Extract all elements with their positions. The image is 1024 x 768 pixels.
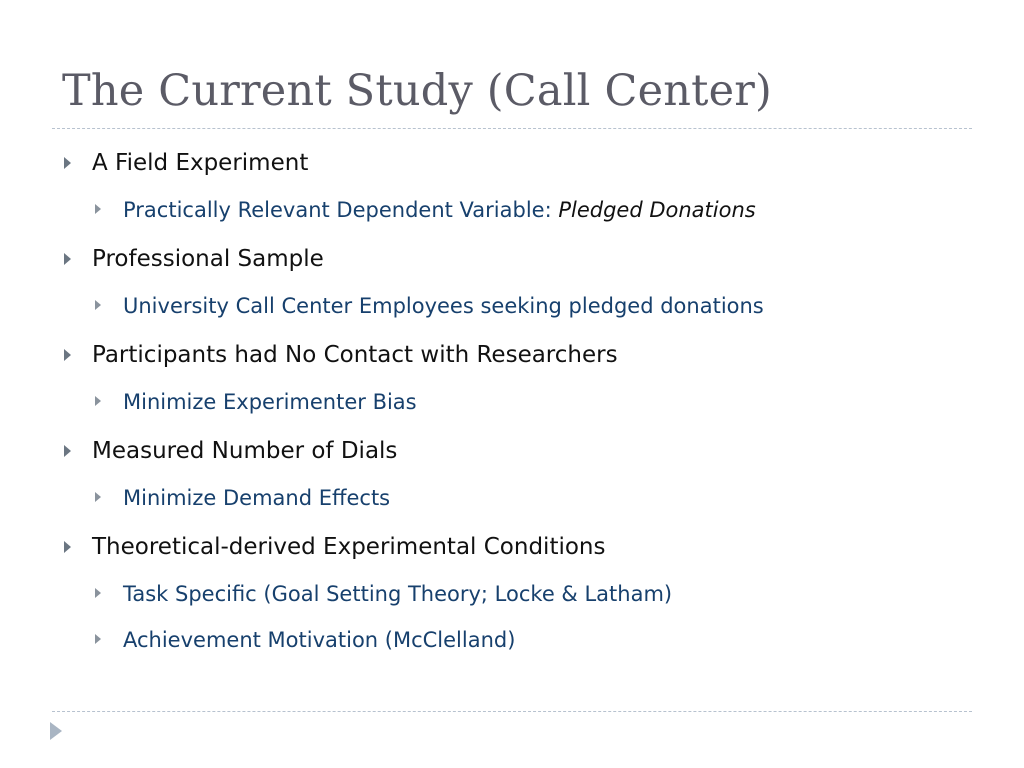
bullet-arrow-icon (64, 445, 71, 457)
sub-bullet-item (62, 580, 962, 626)
sub-bullet-arrow-icon (95, 492, 101, 502)
sub-bullet-item (62, 626, 962, 674)
bullet-item (62, 148, 962, 196)
sub-bullet-arrow-icon (95, 300, 101, 310)
bullet-text: A Field Experiment (92, 150, 309, 176)
sub-bullet-item (62, 484, 962, 532)
sub-bullet-arrow-icon (95, 396, 101, 406)
bullet-arrow-icon (64, 541, 71, 553)
bullet-item (62, 532, 962, 580)
play-arrow-icon[interactable] (50, 722, 62, 740)
sub-bullet-text: University Call Center Employees seeking pledged donations (123, 294, 764, 318)
bullet-item (62, 244, 962, 292)
sub-bullet-emphasis: Pledged Donations (558, 198, 756, 222)
bullet-text: Measured Number of Dials (92, 438, 398, 464)
sub-bullet-item (62, 196, 962, 244)
sub-bullet-arrow-icon (95, 204, 101, 214)
title-divider (52, 128, 972, 129)
bullet-list (62, 148, 962, 674)
sub-bullet-text: Task Specific (Goal Setting Theory; Locke & Latham) (123, 582, 673, 606)
footer-divider (52, 711, 972, 712)
bullet-arrow-icon (64, 157, 71, 169)
sub-bullet-item (62, 388, 962, 436)
bullet-text: Participants had No Contact with Researchers (92, 342, 618, 368)
bullet-item (62, 340, 962, 388)
sub-bullet-text: Practically Relevant Dependent Variable: (123, 198, 559, 222)
sub-bullet-arrow-icon (95, 588, 101, 598)
sub-bullet-text: Minimize Demand Effects (123, 486, 391, 510)
bullet-arrow-icon (64, 253, 71, 265)
sub-bullet-item (62, 292, 962, 340)
sub-bullet-text: Achievement Motivation (McClelland) (123, 628, 516, 652)
bullet-arrow-icon (64, 349, 71, 361)
sub-bullet-text: Minimize Experimenter Bias (123, 390, 417, 414)
slide-title: The Current Study (Call Center) (62, 66, 772, 116)
bullet-text: Professional Sample (92, 246, 324, 272)
bullet-item (62, 436, 962, 484)
bullet-text: Theoretical-derived Experimental Conditions (92, 534, 606, 560)
sub-bullet-arrow-icon (95, 634, 101, 644)
